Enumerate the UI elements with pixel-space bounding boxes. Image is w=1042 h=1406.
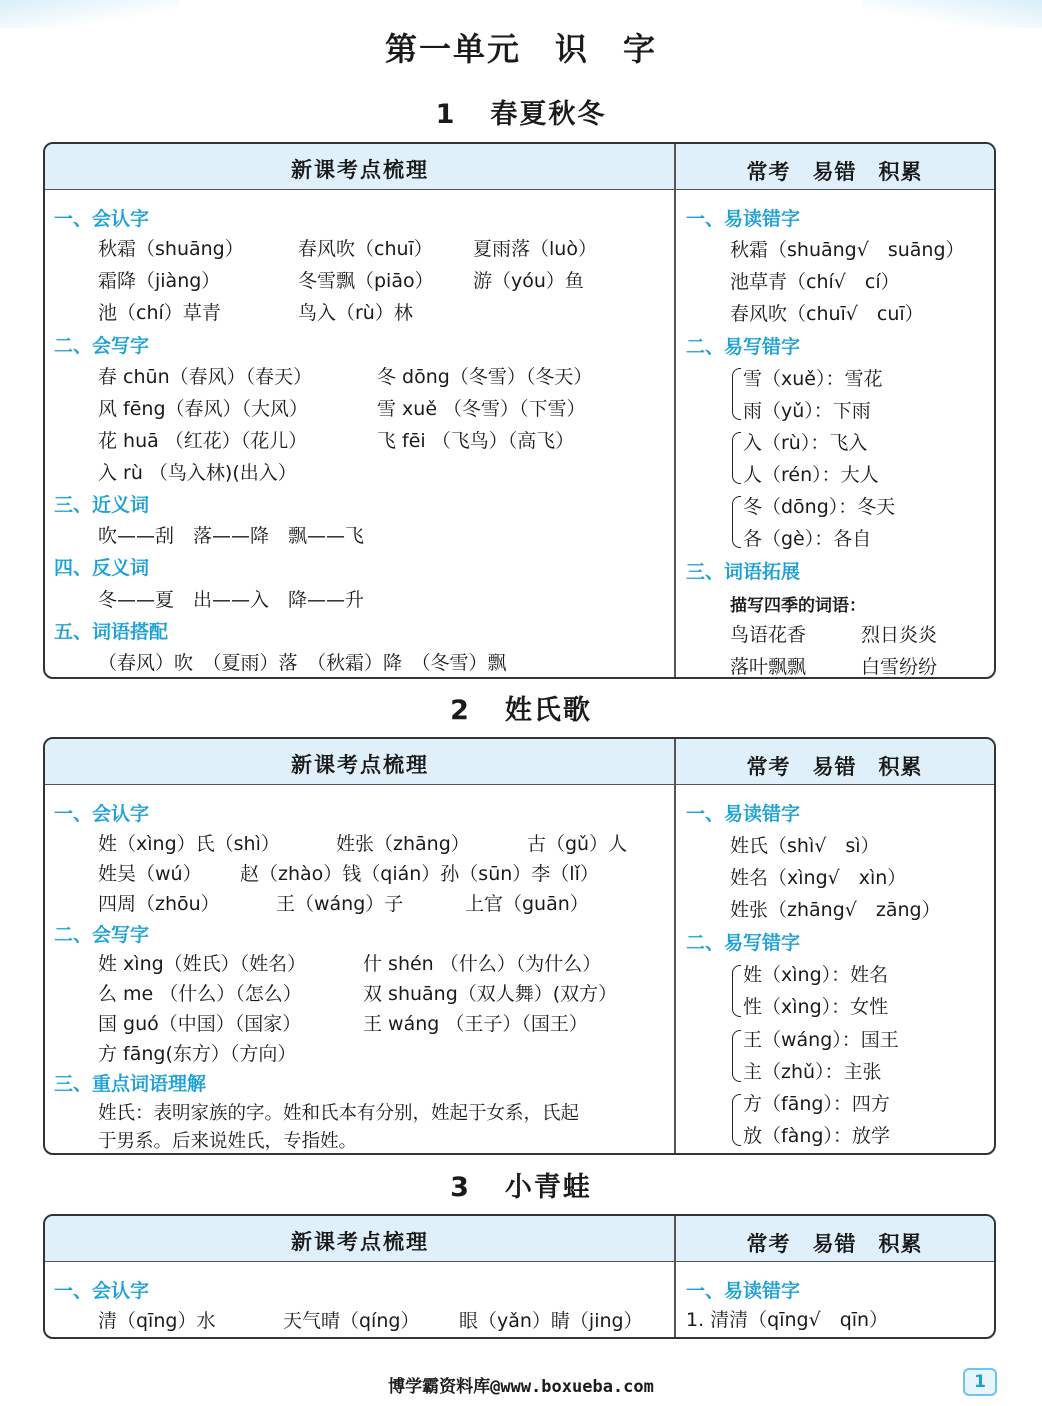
- write-row: 双 shuāng（双人舞）(双方）: [363, 983, 618, 1005]
- brace-icon: [732, 432, 741, 484]
- section-heading: 二、会写字: [54, 924, 150, 946]
- section-heading: 三、近义词: [54, 494, 150, 516]
- brace-icon: [732, 965, 741, 1017]
- section-heading: 三、词语拓展: [686, 561, 801, 583]
- word-item: 姓张（zhāng）: [336, 833, 470, 855]
- word-item: 冬雪飘（piāo）: [298, 270, 434, 292]
- brace-icon: [732, 496, 741, 548]
- collocation-line: （春风）吹 （夏雨）落 （秋霜）降 （冬雪）飘: [98, 652, 507, 674]
- brace-icon: [732, 368, 741, 420]
- recognize-row: [298, 298, 413, 325]
- word-item: 秋霜（shuāng）: [98, 238, 244, 260]
- write-row: 风 fēng（春风）（大风）: [98, 398, 309, 420]
- write-row: 春 chūn（春风）（春天）: [98, 366, 313, 388]
- explanation-line: 于男系。后来说姓氏，专指姓。: [98, 1131, 358, 1152]
- word-item: 古（gǔ）人: [527, 833, 628, 855]
- lesson-3-box: [43, 1214, 996, 1339]
- word-item: 天气晴（qíng）: [283, 1310, 420, 1332]
- write-row: 入 rù （鸟入林)(出入）: [98, 462, 297, 484]
- miswrite-item: 主（zhǔ）：主张: [743, 1061, 882, 1083]
- word-item: 姓吴（wú）: [98, 863, 202, 885]
- footer-watermark: 博学霸资料库@www.boxueba.com: [388, 1377, 654, 1397]
- write-row: 飞 fēi （飞鸟）（高飞）: [377, 430, 575, 452]
- word-item: 池（chí）草青: [98, 302, 221, 324]
- expansion-word: 白雪纷纷: [861, 656, 938, 678]
- write-row: 冬 dōng（冬雪）（冬天）: [377, 366, 593, 388]
- word-item: 夏雨落（luò）: [473, 238, 597, 260]
- header-right-title: 常考 易错 积累: [746, 755, 923, 779]
- word-item: 四周（zhōu）: [98, 893, 220, 915]
- section-heading: 五、词语搭配: [54, 621, 169, 643]
- word-item: 鸟入（rù）林: [298, 302, 413, 324]
- recognize-row: [298, 234, 433, 261]
- column-divider: [674, 144, 676, 677]
- write-row: 么 me （什么）（怎么）: [98, 983, 302, 1005]
- synonym-line: 吹——刮 落——降 飘——飞: [98, 525, 365, 547]
- recognize-row: [98, 298, 221, 325]
- miswrite-item: 各（gè）：各自: [743, 528, 872, 550]
- misread-row: 姓氏（shì√ sì）: [730, 835, 880, 857]
- miswrite-item: 姓（xìng）：姓名: [743, 964, 889, 986]
- section-heading: 一、会认字: [54, 803, 150, 825]
- lesson-1-box: [43, 142, 996, 679]
- header-left-title: 新课考点梳理: [291, 1230, 429, 1254]
- write-row: 王 wáng （王子）（国王）: [363, 1013, 588, 1035]
- misread-row: 池草青（chí√ cí）: [730, 271, 900, 293]
- brace-icon: [732, 1094, 741, 1146]
- expansion-word: 鸟语花香: [730, 624, 807, 646]
- word-item: 霜降（jiàng）: [98, 270, 221, 292]
- section-heading: 一、易读错字: [686, 208, 801, 230]
- recognize-row: [298, 266, 434, 293]
- header-right-title: 常考 易错 积累: [746, 160, 923, 184]
- miswrite-item: 雨（yǔ）：下雨: [743, 400, 871, 422]
- write-row: 方 fāng(东方）（方向）: [98, 1043, 297, 1065]
- write-row: 国 guó（中国）（国家）: [98, 1013, 302, 1035]
- lesson-title: [0, 1165, 1042, 1204]
- misread-row: 春风吹（chuī√ cuī）: [730, 303, 924, 325]
- word-item: 眼（yǎn）睛（jing）: [459, 1310, 643, 1332]
- lesson-number: 2: [450, 695, 471, 726]
- miswrite-item: 入（rù）：飞入: [743, 432, 868, 454]
- write-row: 什 shén （什么）（为什么）: [363, 953, 602, 975]
- page-number: 1: [963, 1368, 997, 1396]
- brace-icon: [732, 1030, 741, 1082]
- misread-row: 姓名（xìng√ xìn）: [730, 867, 907, 889]
- section-heading: 一、会认字: [54, 1280, 150, 1302]
- section-heading: 二、易写错字: [686, 336, 801, 358]
- word-item: 王（wáng）子: [276, 893, 404, 915]
- section-heading: 四、反义词: [54, 557, 150, 579]
- section-heading: 三、重点词语理解: [54, 1073, 207, 1095]
- explanation-line: 姓氏：表明家族的字。姓和氏本有分别，姓起于女系，氏起: [98, 1103, 580, 1124]
- section-heading: 一、易读错字: [686, 803, 801, 825]
- miswrite-item: 王（wáng）：国王: [743, 1029, 899, 1051]
- word-item: 游（yóu）鱼: [473, 270, 584, 292]
- section-heading: 二、会写字: [54, 335, 150, 357]
- misread-row: 1. 清清（qīng√ qīn）: [686, 1309, 889, 1331]
- miswrite-item: 雪（xuě）：雪花: [743, 368, 883, 390]
- lesson-number: 1: [435, 99, 457, 130]
- misread-row: 姓张（zhāng√ zāng）: [730, 899, 941, 921]
- column-divider: [674, 1216, 676, 1337]
- subheading: 描写四季的词语：: [730, 596, 866, 616]
- expansion-word: 落叶飘飘: [730, 656, 807, 678]
- word-item: 春风吹（chuī）: [298, 238, 433, 260]
- expansion-word: 烈日炎炎: [861, 624, 938, 646]
- section-heading: 二、易写错字: [686, 932, 801, 954]
- miswrite-item: 冬（dōng）：冬天: [743, 496, 896, 518]
- recognize-row: [473, 234, 597, 261]
- recognize-row: [98, 234, 244, 261]
- miswrite-item: 放（fàng）：放学: [743, 1125, 890, 1147]
- box-header: [45, 739, 994, 785]
- word-item: 姓（xìng）氏（shì）: [98, 833, 280, 855]
- header-left-title: 新课考点梳理: [291, 753, 429, 777]
- box-header: [45, 1216, 994, 1262]
- miswrite-item: 方（fāng）：四方: [743, 1093, 890, 1115]
- section-heading: 一、易读错字: [686, 1280, 801, 1302]
- miswrite-item: 人（rén）：大人: [743, 464, 879, 486]
- word-item: 清（qīng）水: [98, 1310, 216, 1332]
- lesson-title: [0, 92, 1042, 131]
- recognize-row: [98, 266, 220, 293]
- word-item: 上官（guān）: [465, 893, 589, 915]
- header-left-title: 新课考点梳理: [291, 158, 429, 182]
- misread-row: 秋霜（shuāng√ suāng）: [730, 239, 965, 261]
- lesson-name: 小青蛙: [504, 1172, 592, 1203]
- lesson-number: 3: [450, 1172, 471, 1203]
- write-row: 花 huā （红花）（花儿）: [98, 430, 308, 452]
- antonym-line: 冬——夏 出——入 降——升: [98, 589, 365, 611]
- column-divider: [674, 739, 676, 1153]
- lesson-title: [0, 688, 1042, 727]
- unit-title: 第一单元 识 字: [384, 30, 657, 68]
- lesson-name: 姓氏歌: [504, 695, 592, 726]
- word-item: 赵（zhào）钱（qián）孙（sūn）李（lǐ）: [240, 863, 599, 885]
- header-right-title: 常考 易错 积累: [746, 1232, 923, 1256]
- write-row: 姓 xìng（姓氏）（姓名）: [98, 953, 307, 975]
- lesson-2-box: [43, 737, 996, 1155]
- box-header: [45, 144, 994, 190]
- miswrite-item: 性（xìng）：女性: [743, 996, 889, 1018]
- recognize-row: [473, 266, 584, 293]
- lesson-name: 春夏秋冬: [490, 99, 607, 130]
- write-row: 雪 xuě （冬雪）（下雪）: [377, 398, 586, 420]
- section-heading: 一、会认字: [54, 208, 150, 230]
